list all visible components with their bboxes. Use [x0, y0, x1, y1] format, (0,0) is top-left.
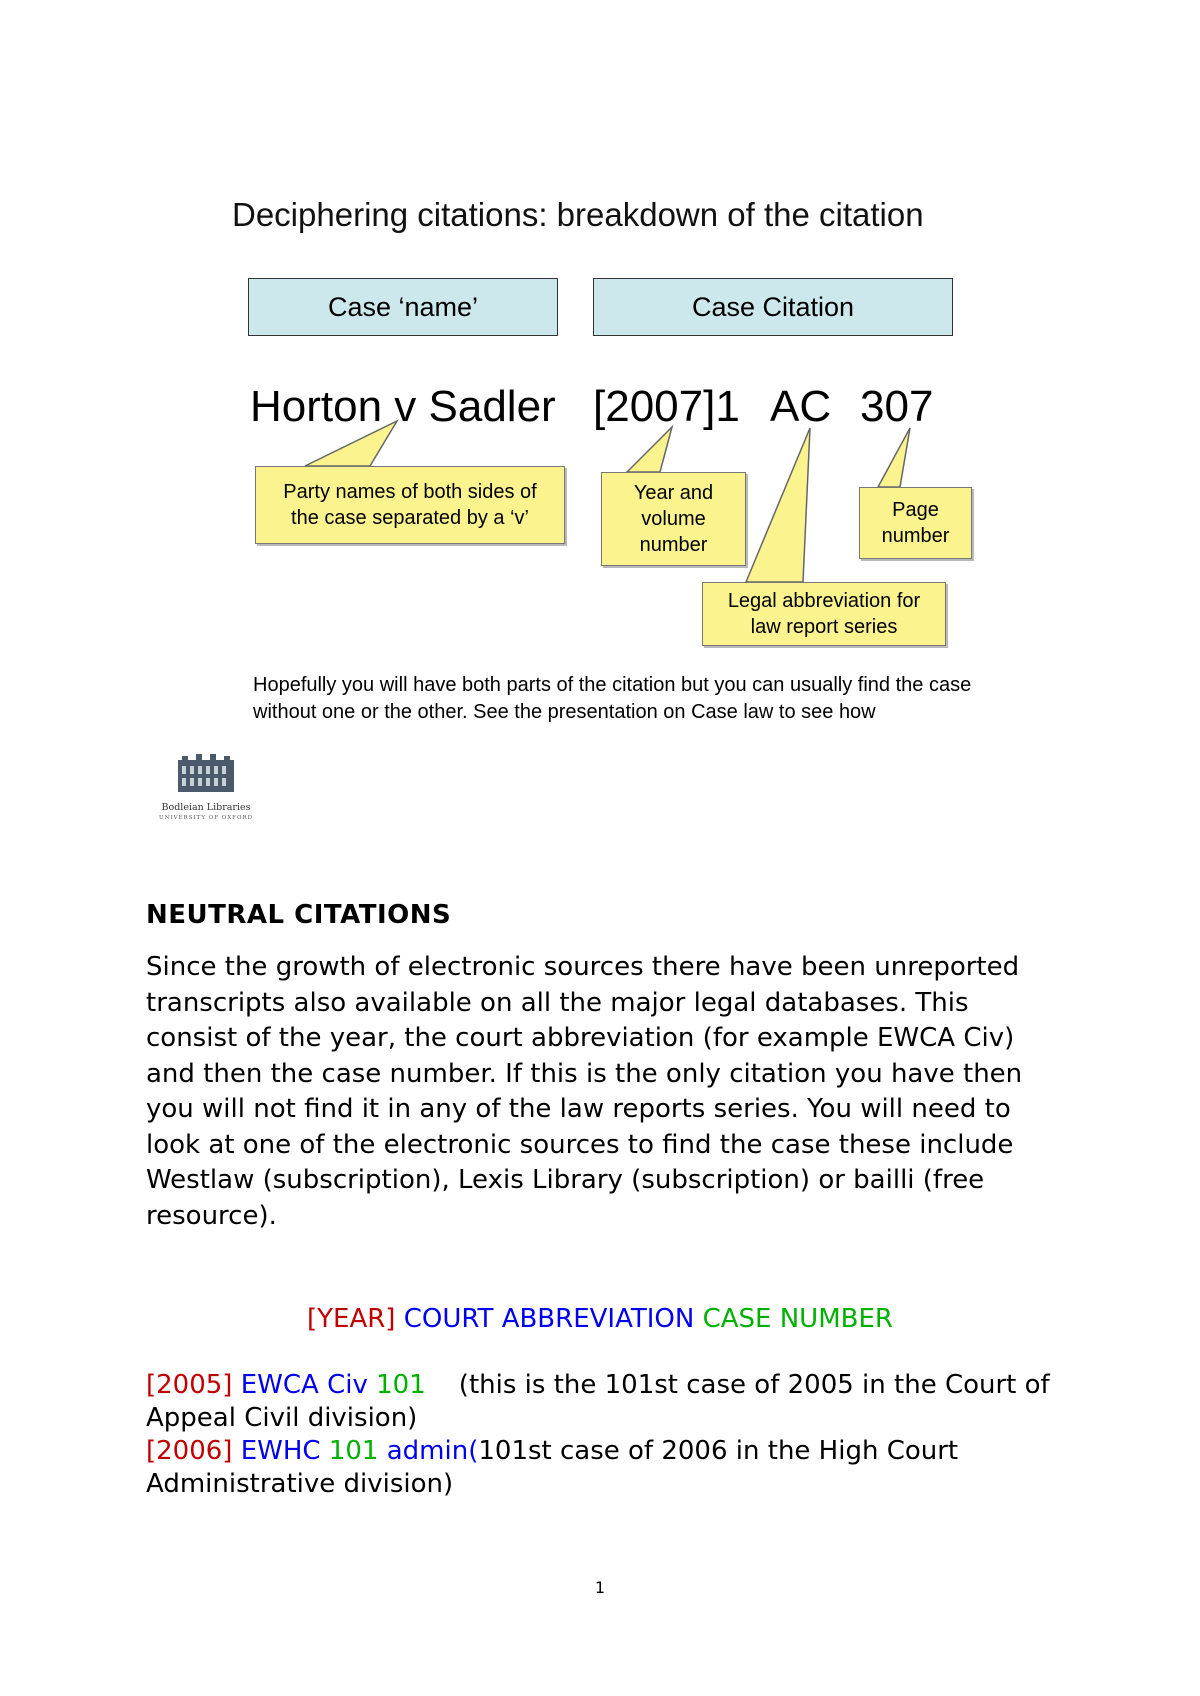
series-callout — [702, 582, 946, 646]
page-callout-line-2: number — [881, 525, 950, 547]
logo-text-line-1: Bodleian Libraries — [161, 802, 251, 813]
page-callout-pointer — [878, 428, 910, 487]
example-1-court: EWCA Civ — [240, 1370, 368, 1400]
header-case-name: Case ‘name’ — [248, 278, 558, 336]
example-2-court: EWHC — [240, 1436, 321, 1466]
neutral-citations-heading: NEUTRAL CITATIONS — [146, 900, 452, 930]
neutral-citations-paragraph: Since the growth of electronic sources there have been unreported transcripts also available on all the major legal databases. This consist of the year, the court abbreviation (for example EWCA Civ) and then the case number. If this is the only citation you have then you will not find it in any of the law reports series. You will need to look at one of the electronic sources to find the case these include Westlaw (subscription), Lexis Library (subscription) or bailli (free resource). — [146, 952, 1023, 1231]
bodleian-logo — [148, 752, 264, 832]
example-2-number: 101 — [328, 1436, 379, 1466]
series-callout-line-1: Legal abbreviation for — [727, 590, 921, 612]
year-callout-line-2: volume — [641, 508, 706, 530]
format-number: CASE NUMBER — [702, 1304, 893, 1334]
citation-format — [0, 1304, 1200, 1334]
party-callout-pointer — [305, 421, 397, 466]
page-number: 1 — [594, 1578, 606, 1597]
example-2-suffix: admin( — [386, 1436, 479, 1466]
citation-year-volume: [2007]1 — [593, 382, 740, 431]
year-callout — [601, 472, 746, 566]
slide-title: Deciphering citations: breakdown of the citation — [232, 196, 924, 233]
example-1 — [146, 1369, 1066, 1435]
year-callout-line-1: Year and — [633, 482, 714, 504]
party-callout-line-2: the case separated by a ‘v’ — [291, 507, 529, 529]
example-2-note: 101st case of 2006 in the High Court Administrative division) — [146, 1436, 959, 1499]
series-callout-line-2: law report series — [750, 616, 898, 638]
format-year: [YEAR] — [307, 1304, 396, 1334]
year-callout-pointer — [627, 427, 672, 472]
header-case-citation: Case Citation — [593, 278, 953, 336]
party-callout-line-1: Party names of both sides of — [283, 481, 537, 503]
party-callout — [255, 466, 565, 544]
slide-note: Hopefully you will have both parts of the citation but you can usually find the case without one or the other. See the presentation on Case law to see how — [253, 674, 972, 723]
page-callout-line-1: Page — [892, 499, 939, 521]
logo-text-line-2: UNIVERSITY OF OXFORD — [158, 815, 253, 821]
example-1-number: 101 — [376, 1370, 426, 1400]
page-callout — [859, 487, 972, 559]
series-callout-pointer — [746, 428, 810, 582]
citation-page: 307 — [860, 382, 934, 431]
example-1-year: [2005] — [146, 1370, 233, 1400]
example-2 — [146, 1435, 1066, 1501]
example-2-year: [2006] — [146, 1436, 233, 1466]
citation-series: AC — [770, 382, 832, 431]
example-1-note: (this is the 101st case of 2005 in the Court of Appeal Civil division) — [146, 1370, 1058, 1433]
citation-parties: Horton v Sadler — [250, 382, 556, 431]
bodleian-building-icon — [148, 752, 264, 796]
format-court: COURT ABBREVIATION — [403, 1304, 695, 1334]
year-callout-line-3: number — [639, 534, 708, 556]
